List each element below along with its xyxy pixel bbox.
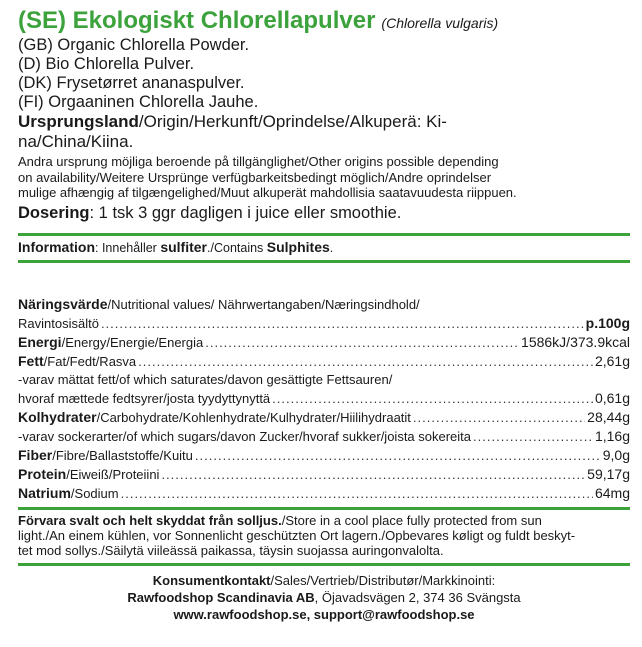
product-label [18,6,630,623]
contact-translations: /Sales/Vertrieb/Distributør/Markkinointi: [270,572,496,588]
nutrition-header-text: /Nutritional values/ Nährwertangaben/Næringsindhold/ [107,296,420,312]
nutrition-row-saturates [18,389,630,408]
company-address: , Öjavadsvägen 2, 374 36 Svängsta [314,589,521,605]
protein-value: 59,17g [587,465,630,482]
sodium-value: 64mg [594,484,630,501]
nutrition-row-protein [18,465,630,484]
sugars-value: 1,16g [594,427,630,444]
protein-translations: /Eiweiß/Proteiini [66,466,160,482]
nutrition-header [18,295,630,314]
origin-text-2: na/China/Kiina. [18,132,134,151]
origin-note [18,154,630,201]
country-of-origin [18,112,630,152]
title-swedish: (SE) Ekologiskt Chlorellapulver [18,7,376,34]
fat-translations: /Fat/Fedt/Rasva [43,353,137,369]
divider [18,233,630,236]
energy-translations: /Energy/Energie/Energia [61,334,204,350]
fibre-label: Fiber [18,446,53,463]
name-fi: (FI) Orgaaninen Chlorella Jauhe. [18,93,259,111]
energy-label: Energi [18,333,62,350]
allergen-information [18,239,630,256]
fibre-value: 9,0g [602,446,630,463]
per-value: p.100g [585,314,630,331]
nutrition-row-fibre [18,446,630,465]
consumer-contact [18,572,630,623]
saturates-translations: hvoraf mættede fedtsyrer/josta tyydyttynyttä [18,390,271,406]
name-de: (D) Bio Chlorella Pulver. [18,55,195,73]
saturates-line: -varav mättat fett/of which saturates/davon gesättigte Fettsauren/ [18,371,393,387]
carbohydrate-translations: /Carbohydrate/Kohlenhydrate/Kulhydrater/Hiilihydraatit [96,409,411,425]
divider [18,563,630,566]
web-and-email[interactable]: www.rawfoodshop.se, support@rawfoodshop.se [173,606,475,622]
dosage-text: : 1 tsk 3 ggr dagligen i juice eller smoothie. [89,203,402,222]
sulfiter-word: sulfiter [160,238,208,255]
sugars-translations: -varav sockerarter/of which sugars/davon Zucker/hvoraf sukker/joista sokereita [18,428,472,444]
origin-note-line: Andra ursprung möjliga beroende på tillgänglighet/Other origins possible depending [18,154,499,169]
saturates-value: 0,61g [594,389,630,406]
information-text: : Innehåller [95,240,161,255]
storage-instructions [18,513,630,558]
company-name: Rawfoodshop Scandinavia AB [127,589,315,605]
origin-note-line: on availability/Weitere Ursprünge verfügbarkeitsbedingt möglich/Andre oprindelser [18,169,492,185]
title-latin: (Chlorella vulgaris) [381,15,499,31]
energy-value: 1586kJ/373.9kcal [521,333,630,350]
nutrition-row-per [18,314,630,333]
carbohydrate-value: 28,44g [587,408,630,425]
translated-names [18,36,630,112]
sodium-translations: /Sodium [70,485,119,501]
information-text: ./Contains [207,240,267,255]
sulphites-word: Sulphites [266,238,330,255]
dosage [18,203,630,224]
name-gb: (GB) Organic Chlorella Powder. [18,36,250,54]
storage-text: /Store in a cool place fully protected from sun [281,512,542,528]
storage-text: light./An einem kühlen, vor Sonnenlicht geschützten Ort lagern./Opbevares køligt og fuldt beskyt- [18,527,576,543]
fat-value: 2,61g [594,352,630,369]
information-label: Information [18,238,95,255]
sodium-label: Natrium [18,484,71,501]
nutrition-table [18,295,630,503]
carbohydrate-label: Kolhydrater [18,408,97,425]
nutrition-header-label: Näringsvärde [18,295,108,312]
nutrition-row-energy [18,333,630,352]
divider [18,507,630,510]
origin-text-1: /Origin/Herkunft/Oprindelse/Alkuperä: Ki- [138,112,447,131]
information-text: . [329,240,334,255]
protein-label: Protein [18,465,67,482]
nutrition-row-sugars [18,427,630,446]
divider [18,260,630,263]
origin-label: Ursprungsland [18,112,139,131]
nutrition-row-fat [18,352,630,371]
per-label: Ravintosisältö [18,315,99,331]
storage-label: Förvara svalt och helt skyddat från solljus. [18,512,282,528]
product-title [18,6,630,36]
dosage-label: Dosering [18,203,90,222]
storage-text: tet mod sollys./Säilytä viileässä paikassa, täysin suojassa auringonvalolta. [18,542,444,558]
origin-note-line: mulige afhængig af tilgængelighed/Muut alkuperät mahdollisia saatavuudesta riippuen. [18,185,517,200]
nutrition-row-carbohydrate [18,408,630,427]
nutrition-row-sodium [18,484,630,503]
name-dk: (DK) Frysetørret ananaspulver. [18,74,245,92]
contact-label: Konsumentkontakt [152,572,271,588]
fat-label: Fett [18,352,44,369]
fibre-translations: /Fibre/Ballaststoffe/Kuitu [52,447,193,463]
